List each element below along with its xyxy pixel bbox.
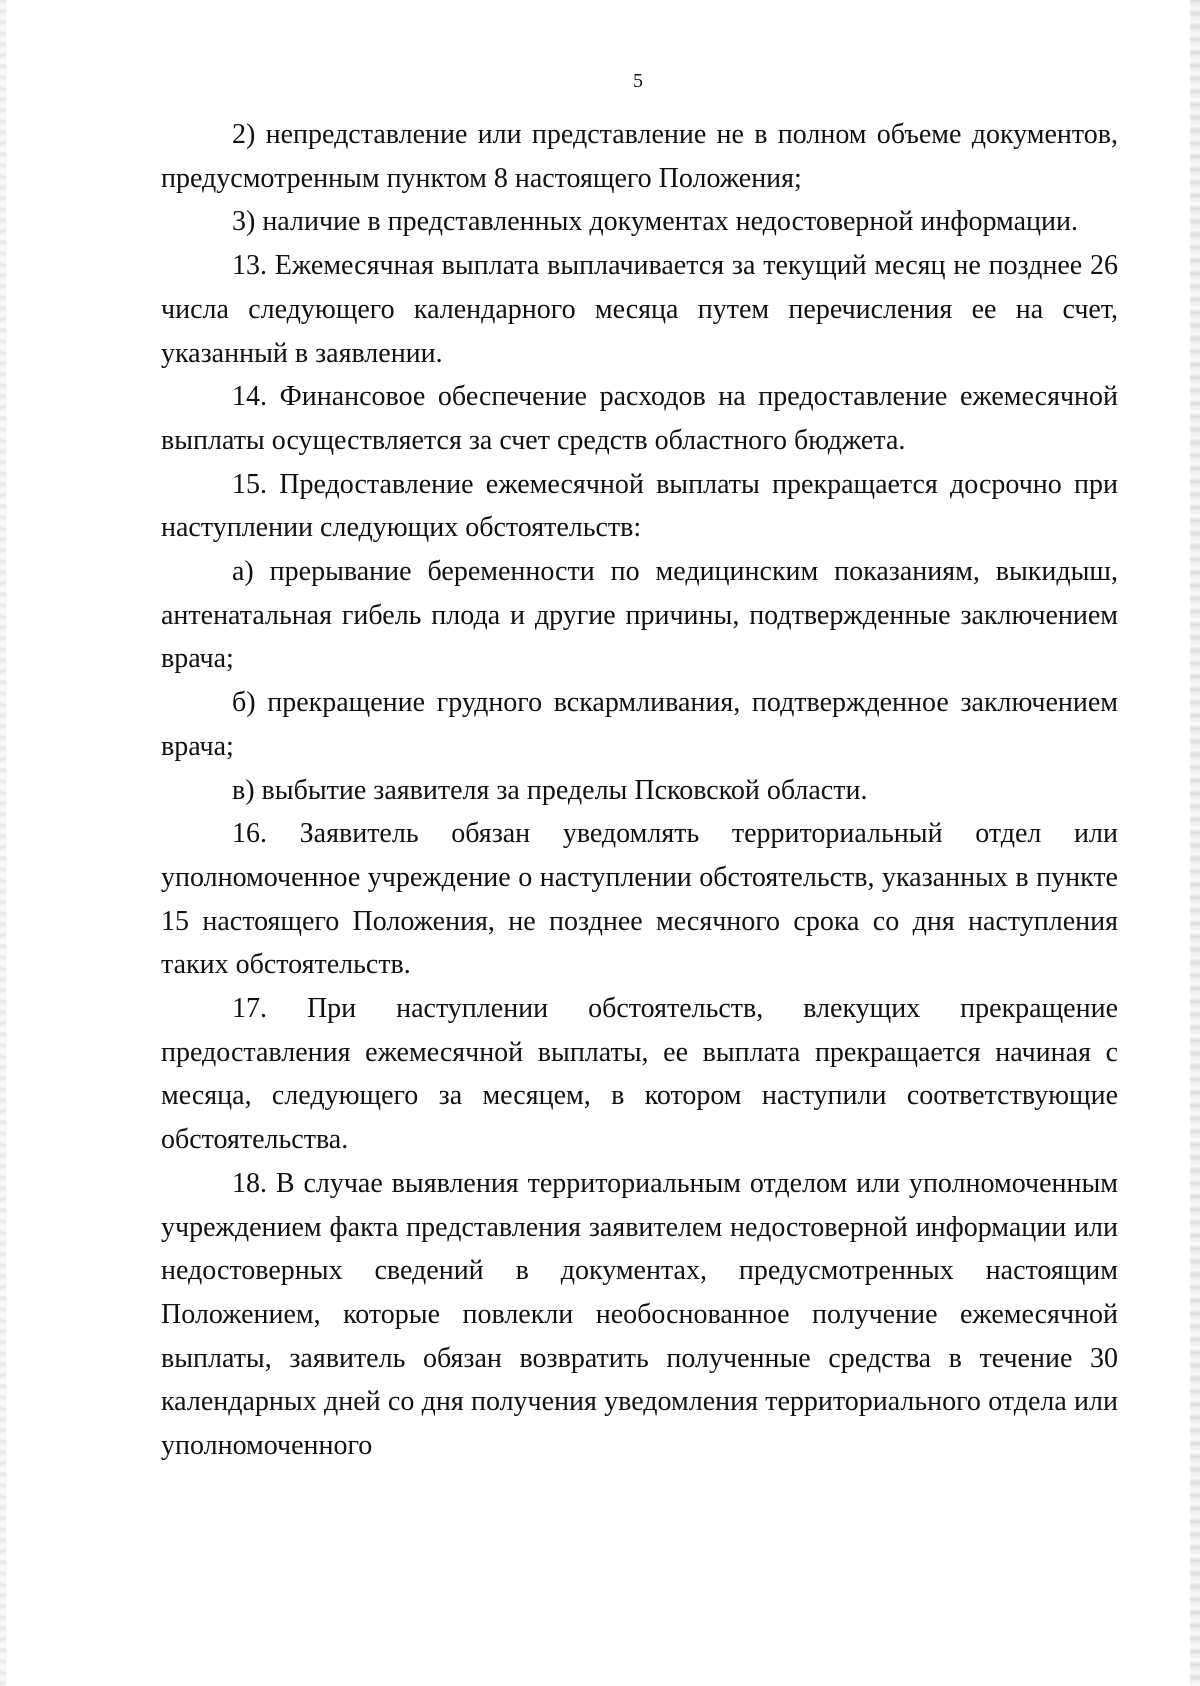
paragraph-15-b: б) прекращение грудного вскармливания, подтвержденное заключением врача; bbox=[161, 687, 1118, 762]
page-number: 5 bbox=[633, 70, 643, 92]
paragraph-16: 16. Заявитель обязан уведомлять территориальный отдел или уполномоченное учреждение о наступлении обстоятельств, указанных в пункте 15 настоящего Положения, не позднее месячного срока со дня наступления таких обстоятельств. bbox=[161, 818, 1118, 981]
paragraph-15: 15. Предоставление ежемесячной выплаты прекращается досрочно при наступлении следующих обстоятельств: bbox=[161, 468, 1118, 544]
paragraph-13: 13. Ежемесячная выплата выплачивается за текущий месяц не позднее 26 числа следующего календарного месяца путем перечисления ее на счет, указанный в заявлении. bbox=[161, 250, 1118, 369]
paragraph-17: 17. При наступлении обстоятельств, влекущих прекращение предоставления ежемесячной выплаты, ее выплата прекращается начиная с месяца, следующего за месяцем, в котором наступили соответствующие обстоятельства. bbox=[161, 993, 1118, 1156]
document-body bbox=[161, 113, 1118, 1468]
scan-edge-right bbox=[1190, 0, 1200, 1686]
paragraph-15-a: а) прерывание беременности по медицинским показаниям, выкидыш, антенатальная гибель плода и другие причины, подтвержденные заключением врача; bbox=[161, 556, 1118, 675]
paragraph-14: 14. Финансовое обеспечение расходов на предоставление ежемесячной выплаты осуществляется за счет средств областного бюджета. bbox=[161, 381, 1118, 456]
paragraph-15-v: в) выбытие заявителя за пределы Псковской области. bbox=[232, 774, 868, 806]
paragraph-item-3: 3) наличие в представленных документах недостоверной информации. bbox=[232, 206, 1078, 238]
paragraph-item-2: 2) непредставление или представление не в полном объеме документов, предусмотренным пунктом 8 настоящего Положения; bbox=[161, 119, 1118, 194]
scan-edge-left bbox=[0, 0, 6, 1686]
paragraph-18: 18. В случае выявления территориальным отделом или уполномоченным учреждением факта представления заявителем недостоверной информации или недостоверных сведений в документах, предусмотренных настоящим Положением, которые повлекли необоснованное получение ежемесячной выплаты, заявитель обязан возвратить полученные средства в течение 30 календарных дней со дня получения уведомления территориального отдела или уполномоченного bbox=[161, 1167, 1118, 1462]
